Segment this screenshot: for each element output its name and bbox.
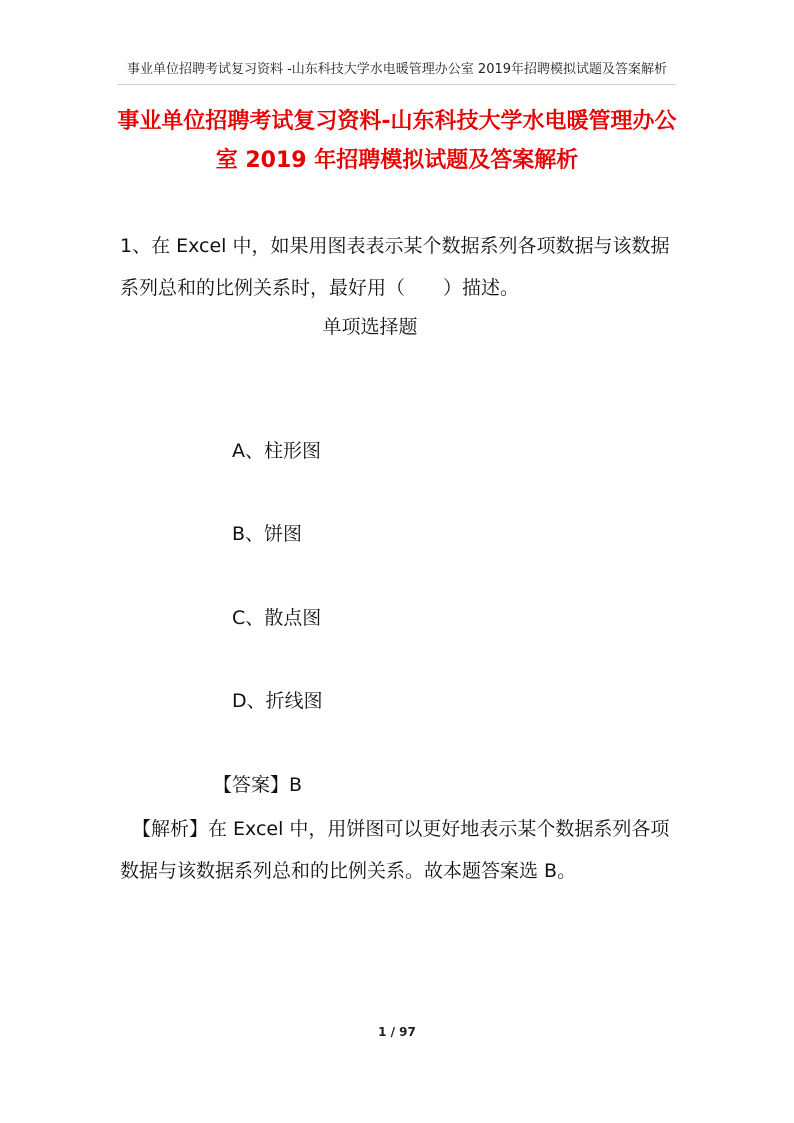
page-number: 1 / 97 [378, 1025, 416, 1039]
running-header: 事业单位招聘考试复习资料 -山东科技大学水电暖管理办公室 2019年招聘模拟试题及答案解析 [126, 62, 668, 77]
answer-line: 【答案】B [213, 774, 303, 796]
analysis-text: 【解析】在 Excel 中，用饼图可以更好地表示某个数据系列各项数据与该数据系列总和的比例关系。故本题答案选 B。 [120, 818, 670, 882]
option-a: A、柱形图 [232, 440, 321, 462]
header-divider [118, 84, 676, 85]
question-text: 1、在 Excel 中，如果用图表表示某个数据系列各项数据与该数据系列总和的比例关系时，最好用（ ）描述。 [120, 235, 670, 299]
question-type: 单项选择题 [322, 316, 418, 338]
document-title: 事业单位招聘考试复习资料-山东科技大学水电暖管理办公室 2019 年招聘模拟试题及答案解析 [117, 109, 677, 173]
option-b: B、饼图 [232, 523, 303, 545]
option-d: D、折线图 [232, 690, 323, 712]
option-c: C、散点图 [232, 607, 322, 629]
